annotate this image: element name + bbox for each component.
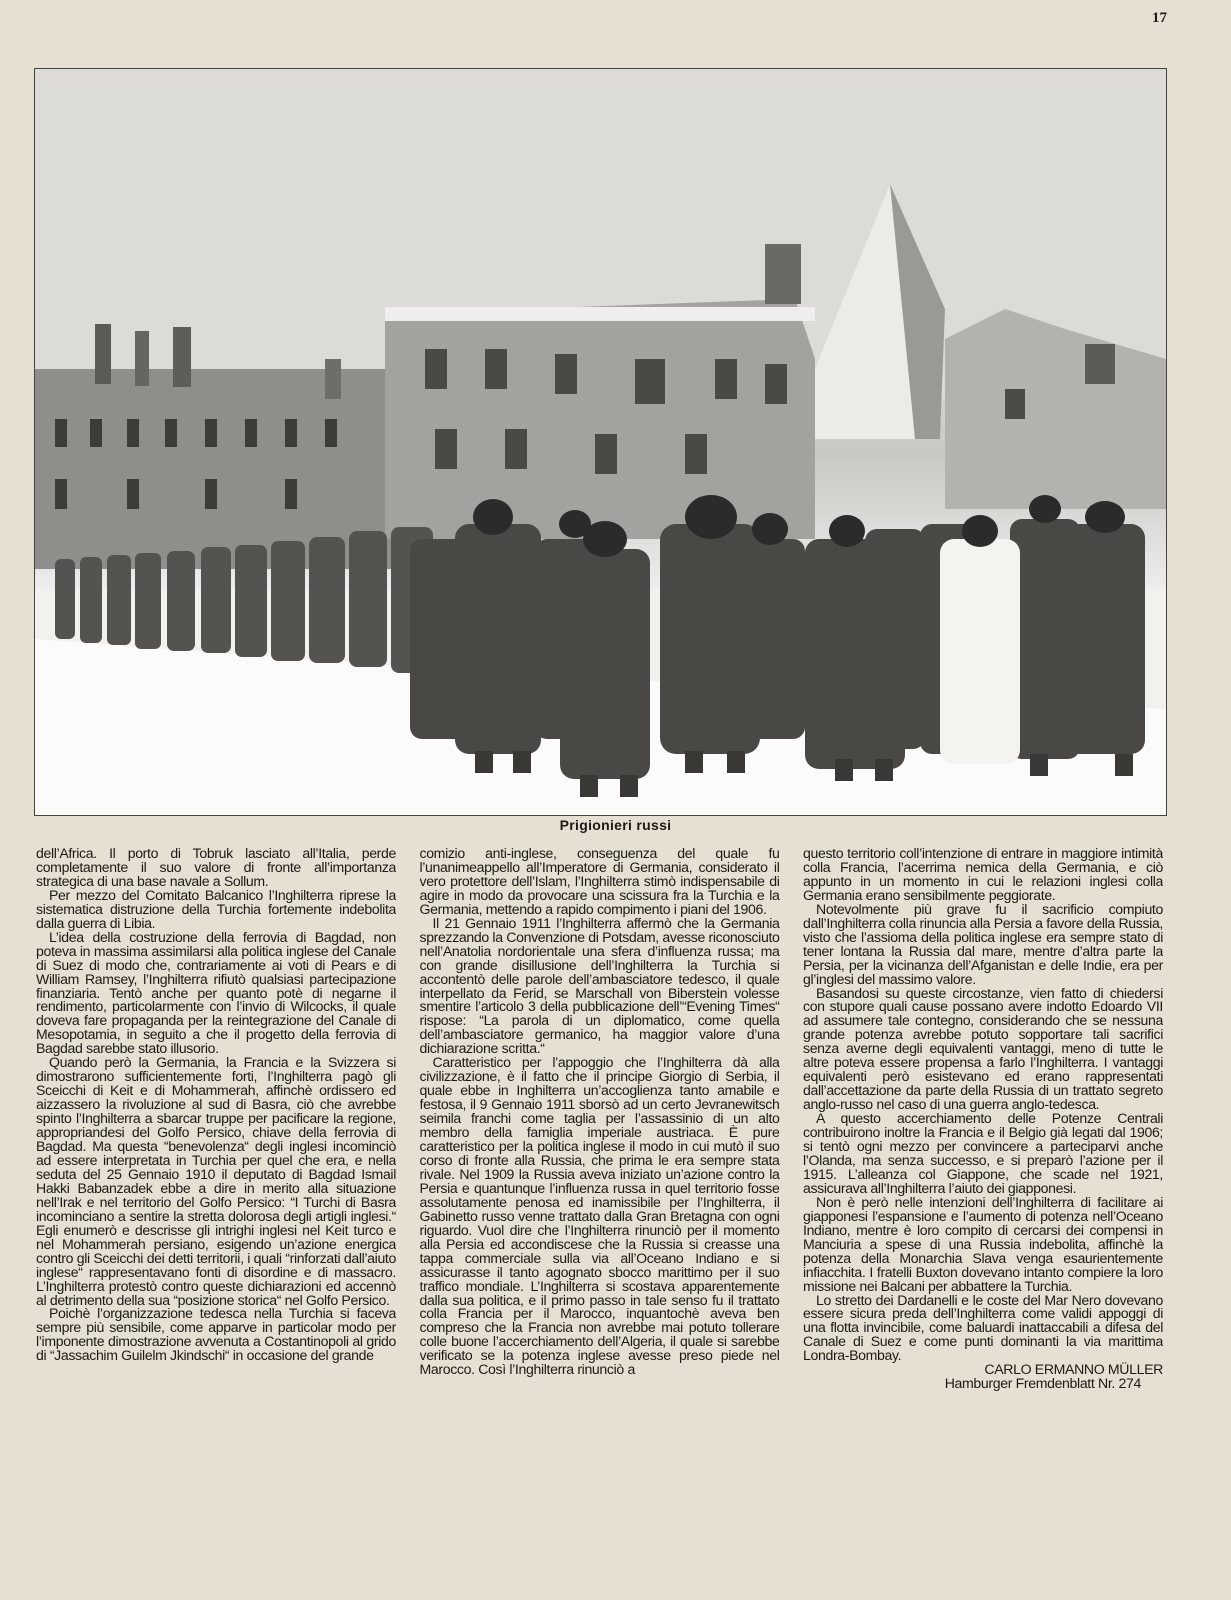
source-citation: Hamburger Fremdenblatt Nr. 274 [944, 1375, 1141, 1392]
paragraph: dell’Africa. Il porto di Tobruk lasciato all’Italia, perde completamente il suo valore di fronte all’importanza strategica di una base navale a Sollum. [36, 847, 396, 889]
prisoners-photograph [34, 68, 1167, 816]
article-body [36, 847, 1163, 1577]
paragraph: Notevolmente più grave fu il sacrificio compiuto dall’Inghilterra colla rinuncia alla Persia a favore della Russia, visto che l’assioma della politica inglese era sempre stato di tener lontana la Russia dal mare, mentre d’altra parte la Persia, per la vicinanza dell’Afganistan e delle Indie, era per gl’inglesi del massimo valore. [803, 900, 1163, 987]
photo-caption: Prigionieri russi [559, 817, 672, 833]
article-column-2 [420, 847, 780, 1577]
paragraph: comizio anti-inglese, conseguenza del quale fu l’unanimeappello all’Imperatore di Germania, considerato il vero protettore dell’Islam, l’Inghilterra stimò indispensabile di agire in modo da provocare una scissura fra la Turchia e la Germania, mettendo a rapido compimento i piani del 1906. [419, 847, 780, 917]
article-column-3 [803, 847, 1163, 1577]
paragraph: Caratteristico per l’appoggio che l’Inghilterra dà alla civilizzazione, è il fatto che il principe Giorgio di Serbia, il quale ebbe in Inghilterra un’accoglienza tanto amabile e festosa, il 9 Gennaio 1911 sborsò ad un certo Jevranewitsch seimila franchi come taglia per l’assassinio di un alto membro della famiglia imperiale austriaca. È pure caratteristico per la politica inglese il modo in cui mutò il suo corso di fronte alla Russia, che prima le era sempre stata rivale. Nel 1909 la Russia aveva iniziato un’azione contro la Persia e quantunque l’influenza russa in quel territorio fosse assolutamente penosa ed inamissibile per l’Inghilterra, il Gabinetto russo venne trattato dalla Gran Bretagna con ogni riguardo. Vuol dire che l’Inghilterra rinunciò per il momento alla Persia ed accondiscese che la Russia si creasse una tappa commerciale sulla via all’Oceano Indiano e si assicurasse il tanto agognato sbocco marittimo per il suo traffico mondiale. L’Inghilterra si scostava apparentemente dalla sua politica, e il primo passo in tale senso fu il trattato colla Francia per il Marocco, inquantochè aveva ben compreso che la Francia non avrebbe mai potuto tollerare colle buone l’accerchiamento dell’Algeria, il quale si sarebbe verificato se la potenza inglese avesse preso piede nel Marocco. Così l’Inghilterra rinunciò a [419, 1054, 780, 1378]
page-number: 17 [1152, 10, 1167, 26]
photograph-icon [35, 69, 1166, 815]
paragraph: A questo accerchiamento delle Potenze Centrali contribuirono inoltre la Francia e il Belgio già legati dal 1906; si tentò ogni mezzo per convincere a parteciparvi anche l’Olanda, ma senza successo, e si preparò l’azione per il 1915. L’alleanza col Giappone, che scade nel 1921, assicurava all’Inghilterra l’aiuto dei giapponesi. [803, 1110, 1163, 1196]
paragraph: Quando però la Germania, la Francia e la Svizzera si dimostrarono sufficientemente forti, l’Inghilterra pagò gli Sceicchi di Keit e di Mohammerah, affinchè ordissero ed aizzassero la rivoluzione al sud di Basra, ciò che avrebbe spinto l’Inghilterra a sbarcar truppe per pacificare la regione, appropriandesi del Golfo Persico, chiave della ferrovia di Bagdad. Ma questa “benevolenza“ degli inglesi incominciò ad essere interpretata in Turchia per quel che era, e nella seduta del 25 Gennaio 1910 il deputato di Bagdad Ismail Hakki Babanzadek ebbe a dire in merito alla situazione nell’Irak e nel territorio del Golfo Persico: “I Turchi di Basra incominciano a sentire la stretta dolorosa degli artigli inglesi.“ Egli enumerò e descrisse gli intrighi inglesi nel Keit turco e nel Mohammerah persiano, esigendo un’azione energica contro gli Sceicchi dei detti territorii, i quali “rinforzati dall’aiuto inglese“ rappresentavano fonti di disordine e di massacro. L’Inghilterra protestò contro queste dichiarazioni ed accennò al detrimento della sua “posizione storica“ nel Golfo Persico. [36, 1054, 396, 1308]
paragraph: Per mezzo del Comitato Balcanico l’Inghilterra riprese la sistematica distruzione della Turchia fortemente indebolita dalla guerra di Libia. [36, 886, 396, 931]
paragraph: Non è però nelle intenzioni dell’Inghilterra di facilitare ai giapponesi l’espansione e l’aumento di potenza nell’Oceano Indiano, mentre è loro compito di cercarsi dei compensi in Manciuria a spese di una Russia indebolita, affinchè la potenza della Monarchia Slava venga esaurientemente infiacchita. I fratelli Buxton dovevano intanto compiere la loro missione nei Balcani per abbattere la Turchia. [803, 1193, 1163, 1294]
paragraph: Il 21 Gennaio 1911 l’Inghilterra affermò che la Germania sprezzando la Convenzione di Potsdam, avesse riconosciuto nell’Anatolia nordorientale una sfera d’influenza russa; ma con grande disillusione dell’Inghilterra la Turchia si accontentò delle parole dell’ambasciatore tedesco, il quale interpellato da Ferid, se Marschall von Biberstein volesse smentire l’articolo 3 della pubblicazione dell’“Evening Times“ rispose: “La parola di un diplomatico, come quella dell’ambasciatore germanico, ha maggior valore d’una dichiarazione scritta.“ [419, 914, 780, 1057]
author-signature: CARLO ERMANNO MÜLLER [984, 1361, 1163, 1378]
paragraph: L’idea della costruzione della ferrovia di Bagdad, non poteva in massima assimilarsi alla politica inglese del Canale di Suez di modo che, contrariamente ai voti di Pears e di William Ramsey, l’Inghilterra rifiutò qualsiasi partecipazione finanziaria. Tentò anche per quanto potè di negarne il rendimento, particolarmente con l’invio di Wilcocks, il quale doveva fare propaganda per la reintegrazione del Canale di Mesopotamia, in seguito a che il progetto della ferrovia di Bagdad sarebbe stato illusorio. [36, 928, 396, 1057]
article-column-1 [36, 847, 396, 1577]
paragraph: Lo stretto dei Dardanelli e le coste del Mar Nero dovevano essere sicura preda dell’Inghilterra come validi appoggi di una flotta invincibile, come baluardi inattaccabili a difesa del Canale di Suez e come punti dominanti la via marittima Londra-Bombay. [803, 1291, 1163, 1364]
paragraph: questo territorio coll’intenzione di entrare in maggiore intimità colla Francia, l’acerrima nemica della Germania, e ciò appunto in un momento in cui le relazioni inglesi colla Germania erano sensibilmente peggiorate. [803, 847, 1163, 903]
paragraph: Basandosi su queste circostanze, vien fatto di chiedersi con stupore quali cause possano avere indotto Edoardo VII ad assumere tale contegno, considerando che se nessuna grande potenza avrebbe potuto sopportare tali sacrifici senza averne degli equivalenti vantaggi, meno di tutte le altre poteva essere propensa a farlo l’Inghilterra. I vantaggi equivalenti però esistevano ed erano rappresentati dall’accettazione da parte della Russia di un trattato segreto anglo-russo nel caso di una guerra anglo-tedesca. [803, 984, 1163, 1113]
paragraph: Poichè l’organizzazione tedesca nella Turchia si faceva sempre più sensibile, come apparve in particolar modo per l’imponente dimostrazione avvenuta a Costantinopoli al grido di “Jassachim Guilelm Jkindschi“ in occasione del grande [36, 1305, 396, 1364]
